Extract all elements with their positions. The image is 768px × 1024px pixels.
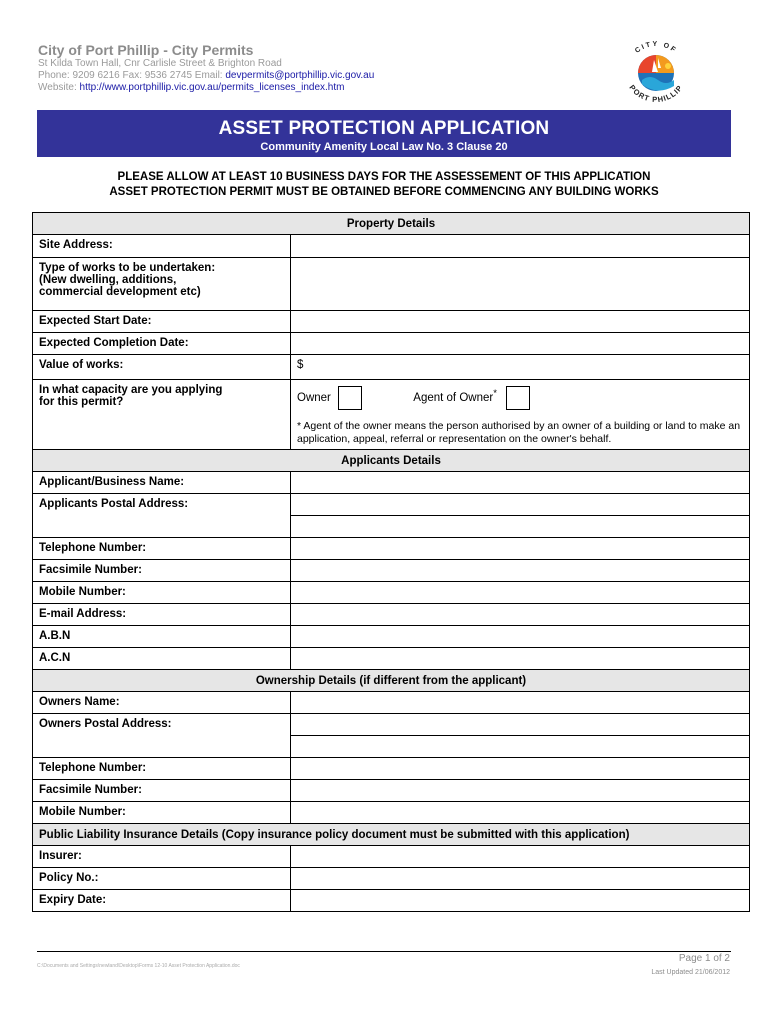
capacity-field — [291, 380, 750, 450]
applicant-postal-address-field-1[interactable] — [291, 494, 750, 516]
city-of-port-phillip-logo — [614, 36, 698, 110]
notice-line-1: PLEASE ALLOW AT LEAST 10 BUSINESS DAYS FOR THE ASSESSEMENT OF THIS APPLICATION — [117, 171, 651, 183]
application-form-table — [32, 212, 750, 912]
start-date-field[interactable] — [291, 311, 750, 333]
capacity-line-2: for this permit? — [39, 396, 124, 408]
acn-field[interactable] — [291, 648, 750, 670]
notice-block — [37, 170, 731, 200]
value-of-works-label: Value of works: — [33, 355, 291, 380]
website-link[interactable]: http://www.portphillip.vic.gov.au/permits_licenses_index.htm — [79, 82, 345, 93]
agent-definition-note: * Agent of the owner means the person authorised by an owner of a building or land to make an application, appeal, referral or representation on the owner's behalf. — [297, 420, 741, 445]
owners-postal-address-field-1[interactable] — [291, 714, 750, 736]
owners-telephone-label: Telephone Number: — [33, 758, 291, 780]
dollar-sign: $ — [297, 359, 304, 371]
footer-divider — [37, 951, 731, 952]
site-address-field[interactable] — [291, 235, 750, 258]
policy-no-field[interactable] — [291, 868, 750, 890]
owners-facsimile-label: Facsimile Number: — [33, 780, 291, 802]
completion-date-label: Expected Completion Date: — [33, 333, 291, 355]
agent-option-label: Agent of Owner — [413, 392, 494, 405]
org-title: City of Port Phillip - City Permits — [38, 42, 254, 58]
applicant-facsimile-label: Facsimile Number: — [33, 560, 291, 582]
ownership-details-heading: Ownership Details (if different from the applicant) — [33, 670, 750, 692]
agent-asterisk: * — [493, 388, 497, 400]
business-name-field[interactable] — [291, 472, 750, 494]
type-of-works-line-3: commercial development etc) — [39, 286, 201, 298]
letterhead — [38, 42, 598, 94]
website-label: Website: — [38, 82, 77, 93]
acn-label: A.C.N — [33, 648, 291, 670]
page-number: Page 1 of 2 — [678, 953, 730, 964]
owners-mobile-label: Mobile Number: — [33, 802, 291, 824]
owner-checkbox[interactable] — [338, 386, 362, 410]
owners-mobile-field[interactable] — [291, 802, 750, 824]
site-address-label: Site Address: — [33, 235, 291, 258]
applicants-details-heading: Applicants Details — [33, 450, 750, 472]
value-of-works-field[interactable] — [291, 355, 750, 380]
insurer-field[interactable] — [291, 846, 750, 868]
property-details-heading: Property Details — [33, 213, 750, 235]
owner-option-label: Owner — [297, 392, 331, 405]
owners-facsimile-field[interactable] — [291, 780, 750, 802]
abn-field[interactable] — [291, 626, 750, 648]
business-name-label: Applicant/Business Name: — [33, 472, 291, 494]
type-of-works-line-2: (New dwelling, additions, — [39, 274, 177, 286]
completion-date-field[interactable] — [291, 333, 750, 355]
abn-label: A.B.N — [33, 626, 291, 648]
capacity-line-1: In what capacity are you applying — [39, 384, 223, 396]
owners-name-field[interactable] — [291, 692, 750, 714]
type-of-works-field[interactable] — [291, 258, 750, 311]
applicant-mobile-label: Mobile Number: — [33, 582, 291, 604]
applicant-postal-address-label: Applicants Postal Address: — [33, 494, 291, 538]
form-subtitle: Community Amenity Local Law No. 3 Clause 20 — [260, 141, 508, 153]
last-updated: Last Updated 21/06/2012 — [651, 969, 730, 976]
type-of-works-label — [33, 258, 291, 311]
capacity-label — [33, 380, 291, 450]
contact-line — [38, 70, 598, 82]
applicant-telephone-field[interactable] — [291, 538, 750, 560]
website-line — [38, 82, 598, 94]
applicant-mobile-field[interactable] — [291, 582, 750, 604]
org-address: St Kilda Town Hall, Cnr Carlisle Street & Brighton Road — [38, 58, 282, 69]
owners-postal-address-field-2[interactable] — [291, 736, 750, 758]
applicant-postal-address-field-2[interactable] — [291, 516, 750, 538]
expiry-date-label: Expiry Date: — [33, 890, 291, 912]
insurance-details-heading: Public Liability Insurance Details (Copy insurance policy document must be submitted with this application) — [33, 824, 750, 846]
svg-text:CITY OF — [634, 41, 678, 55]
email-link[interactable]: devpermits@portphillip.vic.gov.au — [225, 70, 375, 81]
owners-telephone-field[interactable] — [291, 758, 750, 780]
logo-top-text: CITY OF — [634, 40, 678, 55]
insurer-label: Insurer: — [33, 846, 291, 868]
form-title: ASSET PROTECTION APPLICATION — [218, 118, 550, 139]
policy-no-label: Policy No.: — [33, 868, 291, 890]
applicant-email-field[interactable] — [291, 604, 750, 626]
applicant-facsimile-field[interactable] — [291, 560, 750, 582]
owners-postal-address-label: Owners Postal Address: — [33, 714, 291, 758]
owners-name-label: Owners Name: — [33, 692, 291, 714]
notice-line-2: ASSET PROTECTION PERMIT MUST BE OBTAINED BEFORE COMMENCING ANY BUILDING WORKS — [109, 186, 659, 198]
type-of-works-line-1: Type of works to be undertaken: — [39, 262, 216, 274]
title-banner — [37, 110, 731, 157]
logo-bottom-text: PORT PHILLIP — [627, 83, 685, 105]
phone-fax-text: Phone: 9209 6216 Fax: 9536 2745 Email: — [38, 70, 223, 81]
expiry-date-field[interactable] — [291, 890, 750, 912]
capacity-options — [297, 386, 743, 410]
start-date-label: Expected Start Date: — [33, 311, 291, 333]
agent-checkbox[interactable] — [506, 386, 530, 410]
applicant-email-label: E-mail Address: — [33, 604, 291, 626]
document-file-path: C:\Documents and Settings\newland\Desktop\Forms 12-10 Asset Protection Application.doc — [37, 963, 240, 969]
applicant-telephone-label: Telephone Number: — [33, 538, 291, 560]
